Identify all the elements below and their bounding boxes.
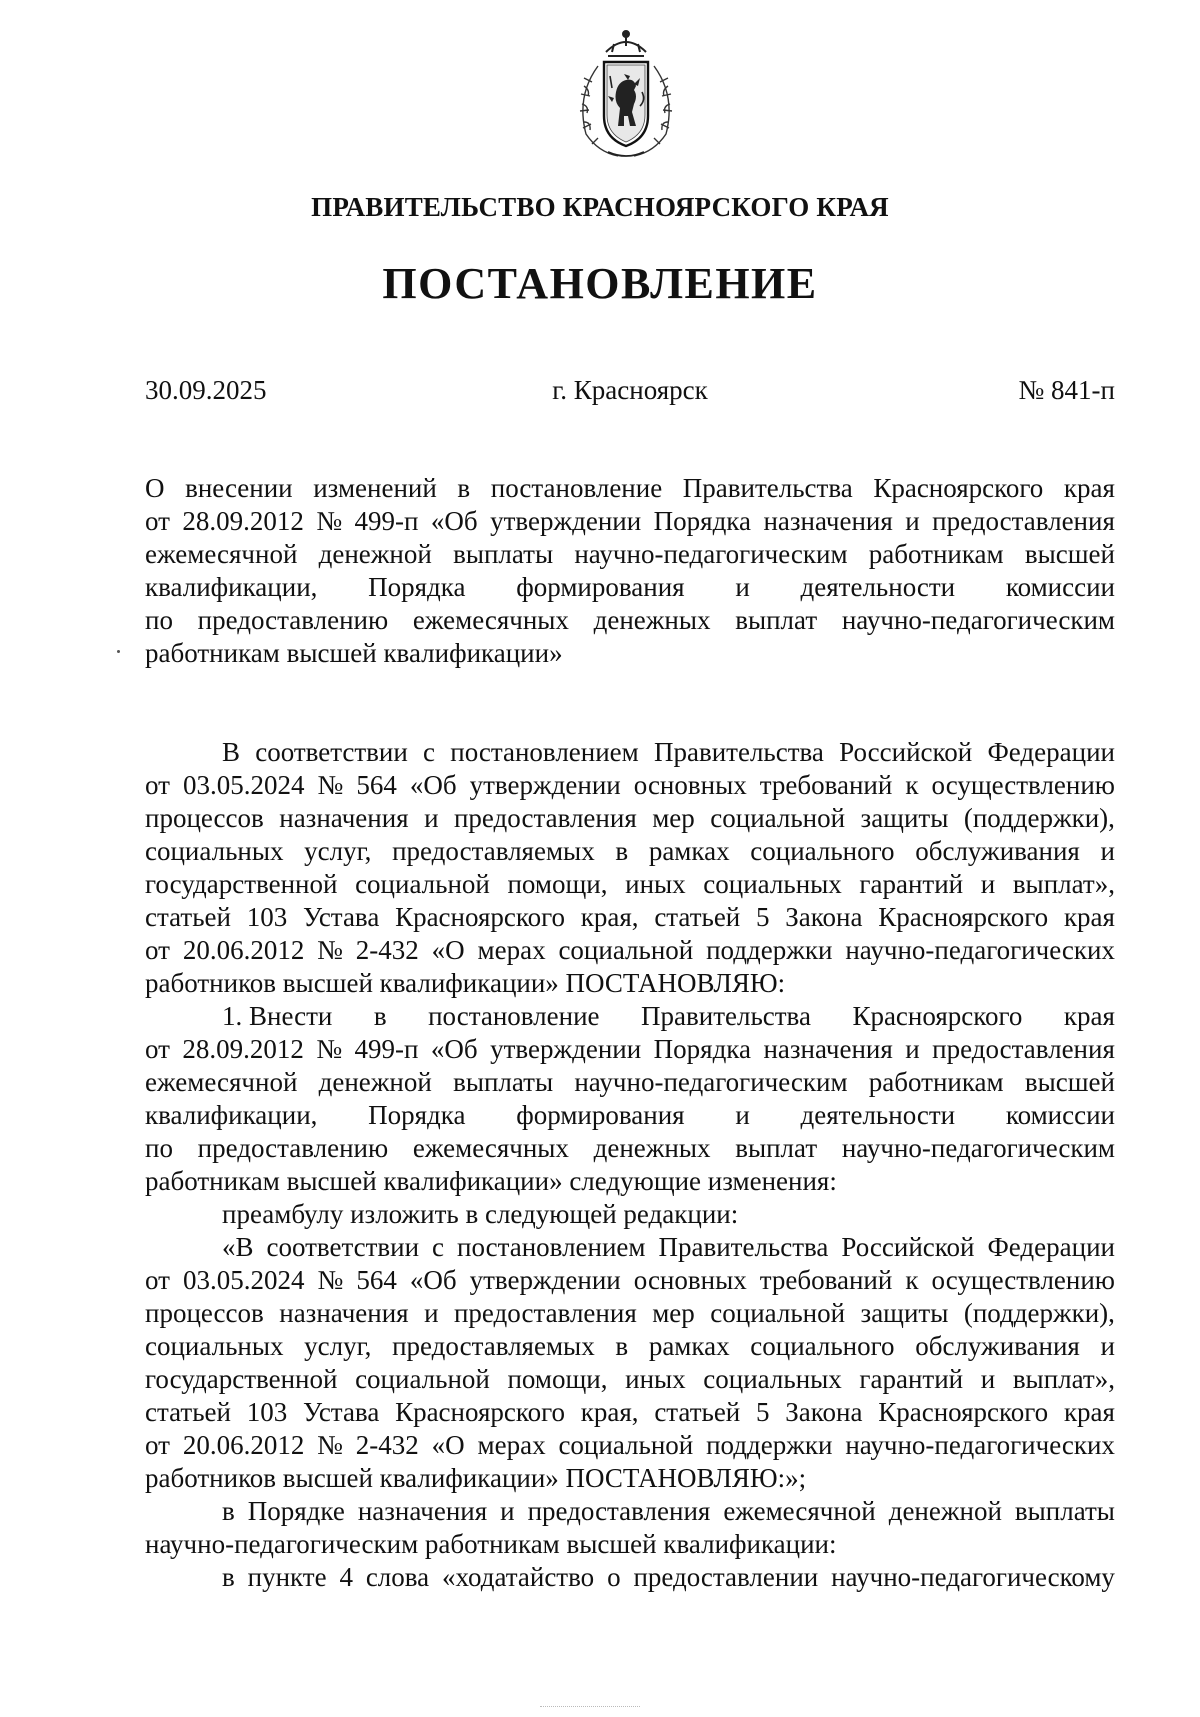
- word: назначения: [279, 1298, 409, 1328]
- word: основных: [633, 1265, 747, 1295]
- word: в: [457, 473, 471, 503]
- word: статьей: [145, 1397, 231, 1427]
- text-line: [145, 1561, 1115, 1594]
- word: Порядка: [653, 506, 752, 536]
- word: научно-педагогическим: [574, 539, 848, 569]
- word: социальной: [558, 1430, 694, 1460]
- word: (поддержки),: [963, 1298, 1115, 1328]
- word: денежной: [888, 1496, 1002, 1526]
- word: от: [145, 1034, 170, 1064]
- word: края: [1063, 902, 1115, 932]
- word: выплаты: [453, 539, 554, 569]
- text-line: [145, 1099, 1115, 1132]
- text-line: [145, 1198, 1115, 1231]
- word: края: [1063, 1397, 1115, 1427]
- word: предоставления: [453, 803, 637, 833]
- text-line: [145, 868, 1115, 901]
- word: предоставлению: [197, 605, 389, 635]
- word: Правительства: [654, 737, 824, 767]
- word: №: [317, 770, 344, 800]
- word: защиты: [860, 803, 949, 833]
- word: 499-п: [354, 1034, 419, 1064]
- word: и: [735, 1100, 750, 1130]
- word: Закона: [785, 1397, 863, 1427]
- word: «Об: [430, 506, 478, 536]
- word: выплаты: [1014, 1496, 1115, 1526]
- word: поддержки: [706, 1430, 833, 1460]
- word: научно-педагогическим: [574, 1067, 848, 1097]
- word: услуг,: [304, 1331, 372, 1361]
- word: 499-п: [354, 506, 419, 536]
- word: края,: [580, 1397, 639, 1427]
- word: гарантий: [859, 1364, 964, 1394]
- word: от: [145, 1265, 170, 1295]
- word: научно-педагогическим: [841, 1133, 1115, 1163]
- word: утверждении: [490, 506, 642, 536]
- word: и: [500, 1496, 515, 1526]
- word: В: [222, 737, 241, 767]
- text-line: [145, 1363, 1115, 1396]
- word: «В: [222, 1232, 254, 1262]
- word: ежемесячной: [145, 1067, 298, 1097]
- word: мер: [652, 803, 695, 833]
- word: социальных: [145, 836, 284, 866]
- word: 5: [756, 1397, 770, 1427]
- word: высшей: [1024, 1067, 1115, 1097]
- word: (поддержки),: [963, 803, 1115, 833]
- word: в: [373, 1001, 387, 1031]
- word: мерах: [477, 1430, 546, 1460]
- word: и: [980, 869, 996, 899]
- word: о: [607, 1562, 621, 1592]
- word: и: [980, 1364, 996, 1394]
- word: социальной: [710, 1298, 846, 1328]
- word: 2-432: [355, 1430, 419, 1460]
- word: №: [316, 506, 343, 536]
- word: утверждении: [490, 1034, 642, 1064]
- text-line: [145, 1330, 1115, 1363]
- word: обслуживания: [915, 1331, 1080, 1361]
- word: денежных: [593, 1133, 711, 1163]
- line-text: работникам высшей квалификации» следующие изменения:: [145, 1166, 837, 1196]
- word: денежной: [318, 1067, 432, 1097]
- scan-artifact-dot: [117, 650, 120, 653]
- word: от: [145, 506, 170, 536]
- text-line: [145, 637, 1115, 670]
- word: утверждении: [469, 770, 621, 800]
- word: статьей: [145, 902, 231, 932]
- word: 03.05.2024: [182, 770, 305, 800]
- line-text: работников высшей квалификации» ПОСТАНОВЛЯЮ:: [145, 968, 786, 998]
- word: «О: [431, 935, 465, 965]
- text-line: [145, 1033, 1115, 1066]
- word: и: [1100, 1331, 1115, 1361]
- word: от: [145, 935, 170, 965]
- word: помощи,: [507, 1364, 608, 1394]
- word: 4: [339, 1562, 353, 1592]
- word: соответствии: [266, 1232, 420, 1262]
- word: выплат»,: [1012, 1364, 1115, 1394]
- word: назначения: [763, 506, 893, 536]
- word: иных: [625, 869, 686, 899]
- word: работникам: [868, 539, 1004, 569]
- word: требований: [759, 770, 893, 800]
- word: иных: [625, 1364, 686, 1394]
- text-line: [145, 1297, 1115, 1330]
- word: 28.09.2012: [182, 1034, 304, 1064]
- word: и: [905, 506, 920, 536]
- word: края,: [580, 902, 639, 932]
- word: Правительства: [682, 473, 853, 503]
- line-text: научно-педагогическим работникам высшей квалификации:: [145, 1529, 837, 1559]
- word: предоставления: [527, 1496, 711, 1526]
- word: ежемесячных: [412, 1133, 569, 1163]
- text-line: [145, 802, 1115, 835]
- text-line: [145, 1528, 1115, 1561]
- word: социальных: [703, 869, 842, 899]
- text-line: [145, 472, 1115, 505]
- word: в: [615, 1331, 629, 1361]
- word: социальных: [703, 1364, 842, 1394]
- text-line: [145, 571, 1115, 604]
- word: деятельности: [800, 572, 956, 602]
- word: социальной: [558, 935, 694, 965]
- word: Порядка: [653, 1034, 752, 1064]
- word: 103: [246, 1397, 288, 1427]
- word: Красноярского: [395, 902, 566, 932]
- word: Федерации: [987, 737, 1115, 767]
- word: предоставлении: [633, 1562, 819, 1592]
- coat-of-arms-icon: [568, 26, 684, 162]
- word: статьей: [654, 902, 741, 932]
- word: статьей: [654, 1397, 741, 1427]
- word: постановление: [490, 473, 663, 503]
- word: 103: [246, 902, 288, 932]
- word: социальных: [145, 1331, 284, 1361]
- word: и: [905, 1034, 920, 1064]
- word: пункте: [247, 1562, 327, 1592]
- word: поддержки: [706, 935, 833, 965]
- word: рамках: [648, 1331, 730, 1361]
- word: назначения: [357, 1496, 488, 1526]
- word: процессов: [145, 1298, 264, 1328]
- word: №: [317, 1430, 343, 1460]
- text-line: [145, 769, 1115, 802]
- document-type-title: ПОСТАНОВЛЕНИЕ: [382, 259, 818, 308]
- word: и: [1100, 836, 1115, 866]
- text-line: [145, 901, 1115, 934]
- word: 1. Внести: [222, 1001, 333, 1031]
- word: Красноярского: [878, 902, 1049, 932]
- word: №: [317, 935, 343, 965]
- word: изменений: [313, 473, 437, 503]
- word: государственной: [145, 1364, 338, 1394]
- text-line: [145, 1495, 1115, 1528]
- word: выплат: [735, 605, 818, 635]
- word: и: [424, 1298, 439, 1328]
- word: социального: [750, 1331, 895, 1361]
- word: квалификации,: [145, 1100, 318, 1130]
- word: социальной: [355, 869, 490, 899]
- word: денежных: [593, 605, 711, 635]
- text-line: [145, 1396, 1115, 1429]
- word: помощи,: [507, 869, 608, 899]
- word: и: [424, 803, 439, 833]
- text-line: [145, 1231, 1115, 1264]
- document-date: 30.09.2025: [145, 375, 267, 405]
- word: 03.05.2024: [182, 1265, 305, 1295]
- word: слова: [365, 1562, 430, 1592]
- word: деятельности: [800, 1100, 956, 1130]
- word: мер: [652, 1298, 695, 1328]
- word: внесении: [185, 473, 293, 503]
- word: Порядка: [368, 1100, 466, 1130]
- word: работникам: [868, 1067, 1004, 1097]
- word: предоставляемых: [392, 836, 595, 866]
- word: 564: [356, 770, 397, 800]
- word: квалификации,: [145, 572, 318, 602]
- document-number: № 841-п: [1018, 375, 1115, 405]
- document-subject: [145, 472, 1115, 670]
- word: основных: [633, 770, 747, 800]
- organization-title: ПРАВИТЕЛЬСТВО КРАСНОЯРСКОГО КРАЯ: [311, 192, 889, 222]
- word: формирования: [516, 1100, 685, 1130]
- text-line: [145, 736, 1115, 769]
- text-line: [145, 505, 1115, 538]
- word: процессов: [145, 803, 264, 833]
- text-line: [145, 1132, 1115, 1165]
- word: назначения: [763, 1034, 893, 1064]
- word: в: [222, 1496, 235, 1526]
- word: с: [423, 737, 436, 767]
- word: мерах: [477, 935, 546, 965]
- word: выплат: [735, 1133, 818, 1163]
- word: ежемесячной: [145, 539, 298, 569]
- word: Правительства: [658, 1232, 829, 1262]
- word: социального: [750, 836, 895, 866]
- word: с: [432, 1232, 445, 1262]
- word: к: [905, 770, 919, 800]
- word: Устава: [302, 902, 380, 932]
- word: Правительства: [641, 1001, 811, 1031]
- word: в: [615, 836, 629, 866]
- word: Красноярского: [852, 1001, 1023, 1031]
- word: Федерации: [987, 1232, 1115, 1262]
- text-line: [145, 967, 1115, 1000]
- word: от: [145, 1430, 170, 1460]
- word: социальной: [710, 803, 846, 833]
- word: ежемесячной: [723, 1496, 876, 1526]
- word: Красноярского: [873, 473, 1044, 503]
- word: Порядка: [368, 572, 466, 602]
- word: обслуживания: [915, 836, 1080, 866]
- word: осуществлению: [931, 1265, 1115, 1295]
- word: Устава: [302, 1397, 380, 1427]
- word: 28.09.2012: [182, 506, 304, 536]
- word: научно-педагогическим: [841, 605, 1115, 635]
- text-line: [145, 1000, 1115, 1033]
- text-line: [145, 604, 1115, 637]
- text-line: [145, 538, 1115, 571]
- word: государственной: [145, 869, 338, 899]
- word: комиссии: [1005, 572, 1115, 602]
- text-line: [145, 934, 1115, 967]
- word: постановлением: [457, 1232, 646, 1262]
- word: от: [145, 770, 170, 800]
- word: гарантий: [859, 869, 964, 899]
- word: О: [145, 473, 165, 503]
- word: назначения: [279, 803, 409, 833]
- word: 20.06.2012: [182, 1430, 305, 1460]
- document-place: г. Красноярск: [552, 375, 708, 405]
- word: рамках: [648, 836, 730, 866]
- word: постановление: [428, 1001, 600, 1031]
- word: «Об: [430, 1034, 478, 1064]
- text-line: [145, 1264, 1115, 1297]
- word: Российской: [839, 737, 973, 767]
- text-line: [145, 1462, 1115, 1495]
- word: предоставляемых: [392, 1331, 595, 1361]
- word: выплат»,: [1012, 869, 1115, 899]
- line-text: преамбулу изложить в следующей редакции:: [222, 1199, 739, 1229]
- word: «Об: [409, 1265, 457, 1295]
- word: защиты: [860, 1298, 949, 1328]
- text-line: [145, 1165, 1115, 1198]
- word: предоставления: [932, 1034, 1115, 1064]
- word: 564: [356, 1265, 397, 1295]
- word: предоставлению: [197, 1133, 389, 1163]
- word: денежной: [318, 539, 432, 569]
- word: социальной: [355, 1364, 490, 1394]
- word: требований: [759, 1265, 893, 1295]
- word: услуг,: [304, 836, 372, 866]
- word: выплаты: [453, 1067, 554, 1097]
- word: «О: [431, 1430, 465, 1460]
- word: к: [905, 1265, 919, 1295]
- word: в: [222, 1562, 235, 1592]
- word: Красноярского: [395, 1397, 566, 1427]
- word: №: [317, 1265, 344, 1295]
- word: научно-педагогических: [845, 935, 1115, 965]
- word: утверждении: [469, 1265, 621, 1295]
- line-text: работникам высшей квалификации»: [145, 638, 563, 668]
- word: ежемесячных: [412, 605, 569, 635]
- word: научно-педагогическому: [831, 1562, 1115, 1592]
- word: края: [1063, 1001, 1115, 1031]
- scan-artifact-mark: [540, 1706, 640, 1710]
- word: 5: [756, 902, 770, 932]
- word: Закона: [785, 902, 863, 932]
- document-body: [145, 736, 1115, 1594]
- line-text: работников высшей квалификации» ПОСТАНОВЛЯЮ:»;: [145, 1463, 807, 1493]
- word: соответствии: [255, 737, 408, 767]
- word: «Об: [409, 770, 457, 800]
- word: 20.06.2012: [182, 935, 305, 965]
- text-line: [145, 1066, 1115, 1099]
- word: и: [735, 572, 750, 602]
- word: предоставления: [932, 506, 1115, 536]
- word: по: [145, 1133, 173, 1163]
- word: Красноярского: [878, 1397, 1049, 1427]
- word: формирования: [516, 572, 685, 602]
- word: 2-432: [355, 935, 419, 965]
- word: края: [1063, 473, 1115, 503]
- word: комиссии: [1005, 1100, 1115, 1130]
- word: постановлением: [450, 737, 639, 767]
- text-line: [145, 1429, 1115, 1462]
- word: по: [145, 605, 173, 635]
- word: Порядке: [247, 1496, 345, 1526]
- word: высшей: [1024, 539, 1115, 569]
- word: №: [316, 1034, 343, 1064]
- word: предоставления: [453, 1298, 637, 1328]
- word: осуществлению: [931, 770, 1115, 800]
- word: «ходатайство: [442, 1562, 595, 1592]
- word: научно-педагогических: [845, 1430, 1115, 1460]
- text-line: [145, 835, 1115, 868]
- word: Российской: [841, 1232, 975, 1262]
